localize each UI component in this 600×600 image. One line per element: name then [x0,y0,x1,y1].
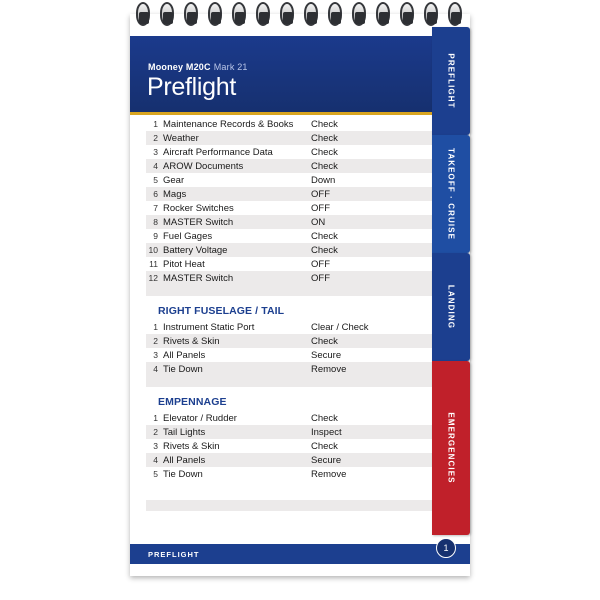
tab-label: LANDING [446,284,456,330]
row-number: 2 [153,427,158,437]
row-item-label: Tail Lights [163,426,206,438]
row-item-label: Gear [163,174,185,186]
spiral-coil [328,2,342,26]
row-number: 2 [153,133,158,143]
row-number: 9 [153,231,158,241]
checklist-row[interactable] [146,257,454,271]
checklist-row[interactable] [146,425,454,439]
row-action-value: Check [311,440,338,452]
tab-label: EMERGENCIES [446,412,456,484]
spiral-coil [184,2,198,26]
row-spacer [146,500,454,511]
checklist-row[interactable] [146,348,454,362]
row-action-value: Check [311,230,338,242]
row-number: 3 [153,350,158,360]
footer-section-label: PREFLIGHT [148,550,200,559]
row-number: 2 [153,336,158,346]
spiral-coil [352,2,366,26]
checklist-row[interactable] [146,439,454,453]
row-number: 6 [153,189,158,199]
row-item-label: Battery Voltage [163,244,228,256]
spiral-coil [160,2,174,26]
row-number: 3 [153,147,158,157]
spiral-coil [424,2,438,26]
row-number: 3 [153,441,158,451]
spiral-coil [304,2,318,26]
tab-label: TAKEOFF · CRUISE [446,147,456,241]
row-number: 5 [153,175,158,185]
row-item-label: All Panels [163,454,206,466]
row-number: 4 [153,161,158,171]
row-action-value: OFF [311,272,330,284]
row-item-label: Elevator / Rudder [163,412,237,424]
checklist-row[interactable] [146,131,454,145]
row-action-value: ON [311,216,326,228]
row-spacer [146,481,454,492]
row-number: 12 [148,273,158,283]
aircraft-mark: Mark 21 [213,62,248,72]
row-item-label: Tie Down [163,468,203,480]
spiral-coil [448,2,462,26]
row-action-value: Remove [311,363,347,375]
row-item-label: Rivets & Skin [163,440,220,452]
checklist-row[interactable] [146,173,454,187]
checklist-row[interactable] [146,453,454,467]
row-action-value: Secure [311,454,342,466]
row-item-label: Rocker Switches [163,202,234,214]
row-item-label: Rivets & Skin [163,335,220,347]
checklist-row[interactable] [146,243,454,257]
row-spacer [146,376,454,387]
row-action-value: Check [311,160,338,172]
row-action-value: OFF [311,188,330,200]
header-accent-rule [130,112,470,115]
spiral-coil [256,2,270,26]
row-number: 4 [153,455,158,465]
checklist-row[interactable] [146,467,454,481]
aircraft-identifier [148,62,248,72]
checklist-row[interactable] [146,187,454,201]
row-item-label: Pitot Heat [163,258,205,270]
booklet-footer [130,544,470,564]
row-spacer [146,285,454,296]
checklist-row[interactable] [146,271,454,285]
row-number: 4 [153,364,158,374]
row-item-label: MASTER Switch [163,272,234,284]
section-heading: EMPENNAGE [158,396,227,408]
row-number: 1 [153,413,158,423]
tab-emergencies[interactable] [432,361,470,535]
section-heading: RIGHT FUSELAGE / TAIL [158,305,285,317]
row-item-label: Weather [163,132,199,144]
spiral-coil [136,2,150,26]
checklist-row[interactable] [146,145,454,159]
row-item-label: Fuel Gages [163,230,213,242]
row-number: 11 [149,259,158,269]
row-action-value: OFF [311,258,330,270]
tab-landing[interactable] [432,253,470,361]
spiral-coil [400,2,414,26]
checklist-row[interactable] [146,159,454,173]
aircraft-model: Mooney M20C [148,62,211,72]
spiral-coil [208,2,222,26]
booklet-header [130,36,470,112]
row-item-label: Instrument Static Port [163,321,255,333]
row-action-value: Check [311,412,338,424]
checklist-content [130,117,470,547]
row-item-label: Aircraft Performance Data [163,146,273,158]
row-number: 10 [148,245,158,255]
row-action-value: Clear / Check [311,321,369,333]
row-item-label: AROW Documents [163,160,244,172]
row-action-value: Check [311,335,338,347]
row-item-label: Tie Down [163,363,203,375]
checklist-row[interactable] [146,201,454,215]
row-action-value: Down [311,174,336,186]
checklist-row[interactable] [146,229,454,243]
row-number: 5 [153,469,158,479]
row-number: 8 [153,217,158,227]
row-action-value: Check [311,118,338,130]
spiral-coil [280,2,294,26]
checklist-row[interactable] [146,215,454,229]
row-action-value: OFF [311,202,330,214]
spiral-coil [376,2,390,26]
row-action-value: Check [311,244,338,256]
tab-label: PREFLIGHT [446,53,456,109]
checklist-row[interactable] [146,117,454,131]
checklist-row[interactable] [146,411,454,425]
row-item-label: Maintenance Records & Books [163,118,294,130]
row-item-label: MASTER Switch [163,216,234,228]
row-number: 1 [153,322,158,332]
tab-preflight[interactable] [432,27,470,135]
row-item-label: Mags [163,188,187,200]
checklist-row[interactable] [146,320,454,334]
row-action-value: Check [311,146,338,158]
checklist-row[interactable] [146,334,454,348]
tab-takeoff-cruise[interactable] [432,135,470,253]
spiral-coil [232,2,246,26]
row-number: 1 [153,119,158,129]
section-tabs[interactable] [432,27,470,535]
checklist-row[interactable] [146,362,454,376]
checklist-booklet [130,14,470,576]
row-item-label: All Panels [163,349,206,361]
row-action-value: Check [311,132,338,144]
page-title: Preflight [147,73,237,101]
spiral-binding [130,2,470,28]
row-number: 7 [153,203,158,213]
row-action-value: Secure [311,349,342,361]
page-number-badge: 1 [436,538,456,558]
row-action-value: Inspect [311,426,342,438]
row-action-value: Remove [311,468,347,480]
